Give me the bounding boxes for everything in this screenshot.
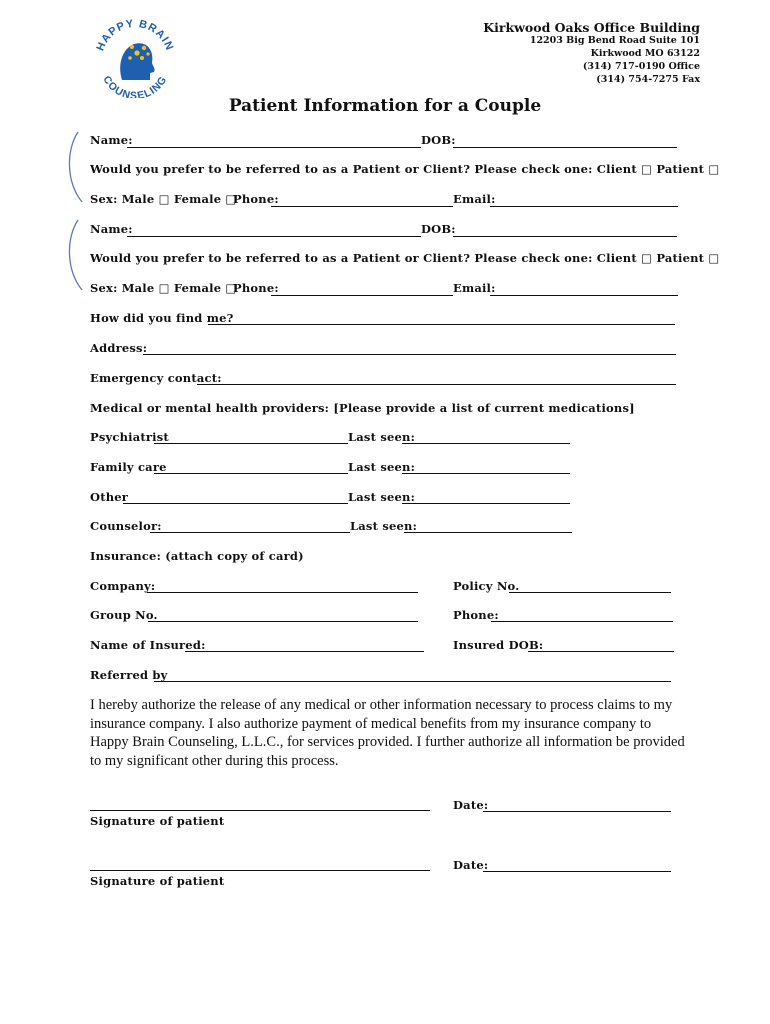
address-label: Address: [90, 341, 148, 355]
date-field-1[interactable] [483, 811, 671, 812]
signature-label-1: Signature of patient [90, 814, 225, 828]
date-field-2[interactable] [483, 871, 671, 872]
date-label-1: Date: [453, 798, 489, 812]
other-label: Other [90, 490, 129, 504]
name-label-1: Name: [90, 133, 133, 147]
family-care-field[interactable] [154, 473, 348, 474]
svg-text:COUNSELING: COUNSELING [100, 73, 170, 98]
email-field-2[interactable] [490, 295, 678, 296]
email-label-1: Email: [453, 192, 496, 206]
phone-field-2[interactable] [271, 295, 453, 296]
happy-brain-logo [92, 18, 178, 98]
insurance-phone-label: Phone: [453, 608, 499, 622]
name-field-1[interactable] [127, 147, 421, 148]
emergency-contact-label: Emergency contact: [90, 371, 222, 385]
family-care-last-seen-label: Last seen: [348, 460, 416, 474]
counselor-label: Counselor: [90, 519, 162, 533]
family-care-label: Family care [90, 460, 167, 474]
group-number-label: Group No. [90, 608, 158, 622]
counselor-field[interactable] [150, 532, 350, 533]
email-field-1[interactable] [490, 206, 678, 207]
office-phone: (314) 717-0190 Office [582, 61, 700, 72]
other-last-seen-field[interactable] [402, 503, 570, 504]
family-care-last-seen-field[interactable] [402, 473, 570, 474]
signature-label-2: Signature of patient [90, 874, 225, 888]
signature-line-1[interactable] [90, 810, 430, 811]
dob-label-2: DOB: [421, 222, 456, 236]
providers-heading: Medical or mental health providers: [Please provide a list of current medications] [90, 401, 635, 415]
group-number-field[interactable] [148, 621, 418, 622]
other-last-seen-label: Last seen: [348, 490, 416, 504]
name-label-2: Name: [90, 222, 133, 236]
patient-client-preference-2[interactable]: Would you prefer to be referred to as a Patient or Client? Please check one: Client □ Patient □ [90, 251, 720, 265]
email-label-2: Email: [453, 281, 496, 295]
svg-text:HAPPY BRAIN: HAPPY BRAIN [94, 18, 176, 53]
sex-options-1[interactable]: Sex: Male □ Female □ [90, 192, 237, 206]
psychiatrist-last-seen-label: Last seen: [348, 430, 416, 444]
emergency-contact-field[interactable] [197, 384, 676, 385]
phone-label-2: Phone: [233, 281, 279, 295]
dob-field-2[interactable] [453, 236, 677, 237]
building-name: Kirkwood Oaks Office Building [483, 20, 700, 35]
policy-number-label: Policy No. [453, 579, 520, 593]
counselor-last-seen-label: Last seen: [350, 519, 418, 533]
how-find-label: How did you find me? [90, 311, 234, 325]
sex-options-2[interactable]: Sex: Male □ Female □ [90, 281, 237, 295]
insurance-heading: Insurance: (attach copy of card) [90, 549, 304, 563]
phone-field-1[interactable] [271, 206, 453, 207]
other-field[interactable] [123, 503, 348, 504]
dob-label-1: DOB: [421, 133, 456, 147]
name-of-insured-label: Name of Insured: [90, 638, 206, 652]
phone-label-1: Phone: [233, 192, 279, 206]
page-title: Patient Information for a Couple [228, 96, 542, 116]
city-address: Kirkwood MO 63122 [590, 48, 700, 59]
name-field-2[interactable] [127, 236, 421, 237]
counselor-last-seen-field[interactable] [404, 532, 572, 533]
dob-field-1[interactable] [453, 147, 677, 148]
street-address: 12203 Big Bend Road Suite 101 [529, 35, 700, 46]
patient-client-preference-1[interactable]: Would you prefer to be referred to as a Patient or Client? Please check one: Client □ Patient □ [90, 162, 720, 176]
psychiatrist-last-seen-field[interactable] [402, 443, 570, 444]
authorization-paragraph: I hereby authorize the release of any medical or other information necessary to process claims to my insurance company. I also authorize payment of medical benefits from my insurance company to Happy Brain Counseling, L.L.C., for services provided. I further authorize all information be provided to my significant other during this process. [90, 697, 685, 769]
date-label-2: Date: [453, 858, 489, 872]
address-field[interactable] [143, 354, 676, 355]
signature-line-2[interactable] [90, 870, 430, 871]
name-of-insured-field[interactable] [185, 651, 424, 652]
bracket-mark-1 [64, 130, 88, 206]
referred-by-field[interactable] [154, 681, 671, 682]
insured-dob-label: Insured DOB: [453, 638, 544, 652]
bracket-mark-2 [64, 218, 88, 294]
referred-by-label: Referred by [90, 668, 168, 682]
company-label: Company: [90, 579, 156, 593]
psychiatrist-field[interactable] [154, 443, 348, 444]
policy-number-field[interactable] [509, 592, 671, 593]
insured-dob-field[interactable] [528, 651, 674, 652]
company-field[interactable] [147, 592, 418, 593]
fax-number: (314) 754-7275 Fax [596, 74, 700, 85]
insurance-phone-field[interactable] [491, 621, 673, 622]
how-find-field[interactable] [208, 324, 675, 325]
psychiatrist-label: Psychiatrist [90, 430, 169, 444]
